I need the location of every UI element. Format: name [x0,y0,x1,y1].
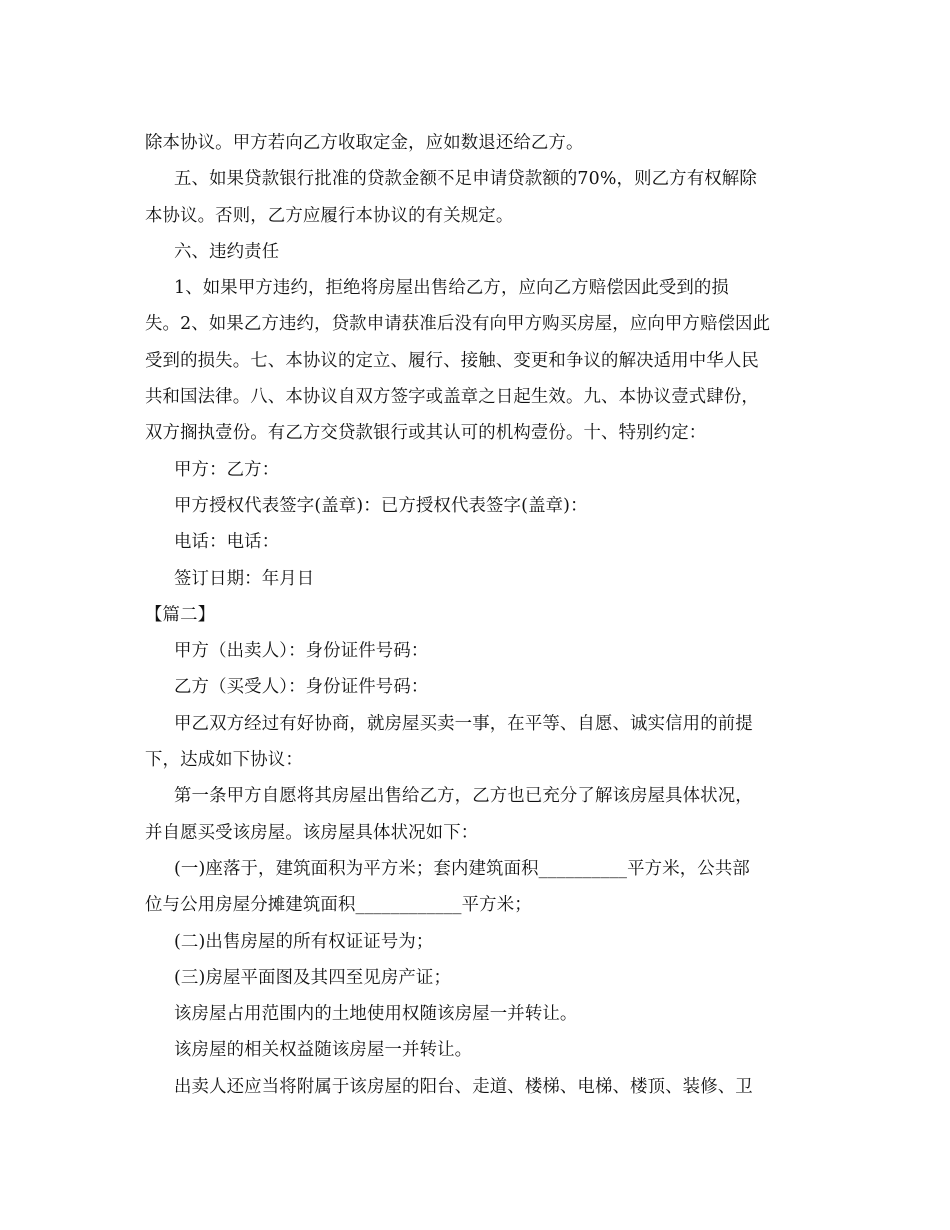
text-line: (三)房屋平面图及其四至见房产证； [174,967,451,988]
text-line: 共和国法律。八、本协议自双方签字或盖章之日起生效。九、本协议壹式肆份， [145,387,759,408]
text-line: 双方搁执壹份。有乙方交贷款银行或其认可的机构壹份。十、特别约定： [145,423,707,444]
document-body [145,125,805,1105]
text-line: 第一条甲方自愿将其房屋出售给乙方，乙方也已充分了解该房屋具体状况， [174,786,753,807]
text-line: 甲乙双方经过有好协商，就房屋买卖一事，在平等、自愿、诚实信用的前提 [174,713,753,734]
text-line: 并自愿买受该房屋。该房屋具体状况如下： [145,822,479,843]
phone-line: 电话：电话： [174,532,280,553]
text-line: 五、如果贷款银行批准的贷款金额不足申请贷款额的70%，则乙方有权解除 [174,169,757,190]
text-line: 出卖人还应当将附属于该房屋的阳台、走道、楼梯、电梯、楼顶、装修、卫 [174,1076,753,1097]
text-line: 下，达成如下协议： [145,750,303,771]
seller-line: 甲方（出卖人）：身份证件号码： [174,641,429,662]
text-line: (一)座落于，建筑面积为平方米；套内建筑面积__________平方米，公共部 [174,858,750,879]
buyer-line: 乙方（买受人）：身份证件号码： [174,677,429,698]
signing-date-line: 签订日期：年月日 [174,568,315,589]
text-line: 该房屋占用范围内的土地使用权随该房屋一并转让。 [174,1004,578,1025]
text-line: 本协议。否则，乙方应履行本协议的有关规定。 [145,205,514,226]
text-line: (二)出售房屋的所有权证证号为； [174,931,434,952]
section-title: 【篇二】 [145,604,216,625]
section-heading: 六、违约责任 [174,241,280,262]
text-line: 受到的损失。七、本协议的定立、履行、接触、变更和争议的解决适用中华人民 [145,350,759,371]
text-line: 该房屋的相关权益随该房屋一并转让。 [174,1040,473,1061]
signature-parties-line: 甲方：乙方： [174,459,280,480]
text-line: 位与公用房屋分摊建筑面积____________平方米； [145,895,532,916]
text-line: 除本协议。甲方若向乙方收取定金，应如数退还给乙方。 [145,133,584,153]
signature-representatives-line: 甲方授权代表签字(盖章)：已方授权代表签字(盖章)： [174,495,588,516]
text-line: 1、如果甲方违约，拒绝将房屋出售给乙方，应向乙方赔偿因此受到的损 [174,278,729,299]
text-line: 失。2、如果乙方违约，贷款申请获准后没有向甲方购买房屋，应向甲方赔偿因此 [145,314,771,335]
